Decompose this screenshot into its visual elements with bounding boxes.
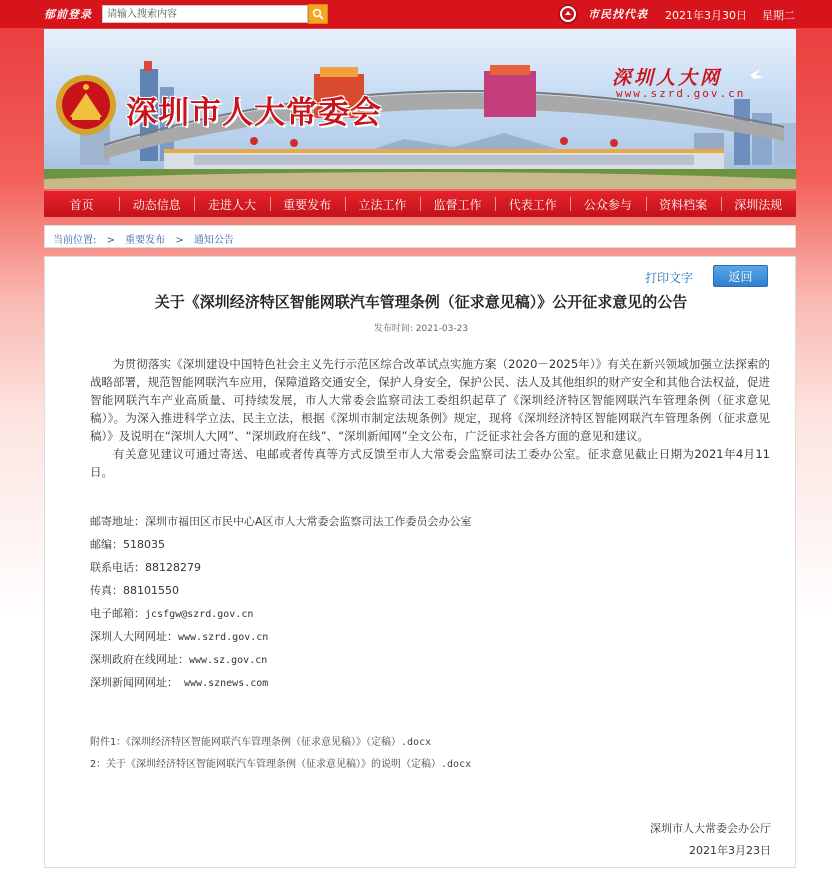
nav-item-supervision[interactable]: 监督工作 [420, 191, 495, 217]
current-weekday: 星期二 [762, 9, 795, 22]
back-button[interactable]: 返回 [713, 265, 768, 287]
print-link[interactable]: 打印文字 [645, 271, 694, 285]
contact-value: 深圳市福田区市民中心A区市人大常委会监察司法工作委员会办公室 [145, 515, 472, 528]
contact-email-link[interactable]: jcsfgw@szrd.gov.cn [145, 609, 254, 620]
article-paragraph: 有关意见建议可通过寄送、电邮或者传真等方式反馈至市人大常委会监察司法工委办公室。征求意见截止日期为2021年4月11日。 [90, 447, 770, 479]
current-date: 2021年3月30日 [665, 9, 747, 22]
search-button[interactable] [308, 4, 328, 24]
nav-item-public[interactable]: 公众参与 [570, 191, 645, 217]
site-banner [44, 29, 796, 189]
attachment-link-1[interactable]: 附件1：《深圳经济特区智能网联汽车管理条例（征求意见稿）》（定稿）.docx [90, 737, 432, 748]
nav-item-legislation[interactable]: 立法工作 [345, 191, 420, 217]
nav-item-releases[interactable]: 重要发布 [270, 191, 345, 217]
banner-url: www.szrd.gov.cn [616, 87, 746, 100]
contact-postcode [90, 536, 165, 552]
home-login-link[interactable]: 郁前登录 [44, 8, 92, 21]
szrd-url-link[interactable]: www.szrd.gov.cn [178, 632, 269, 643]
sz-gov-url-link[interactable]: www.sz.gov.cn [189, 655, 268, 666]
contact-szrd-url [90, 628, 268, 644]
emblem-icon [558, 4, 578, 24]
contact-label: 深圳政府在线网址： [90, 653, 189, 666]
article-panel [44, 256, 796, 868]
breadcrumb-separator: > [175, 235, 184, 246]
nav-item-about[interactable]: 走进人大 [194, 191, 269, 217]
breadcrumb-prefix: 当前位置: [53, 235, 97, 246]
contact-fax [90, 582, 179, 598]
signature-date: 2021年3月23日 [689, 844, 771, 857]
nav-item-news[interactable]: 动态信息 [119, 191, 194, 217]
nav-item-home[interactable]: 首页 [69, 197, 94, 212]
nav-item-archives[interactable]: 资料档案 [646, 191, 721, 217]
article-paragraph: 为贯彻落实《深圳建设中国特色社会主义先行示范区综合改革试点实施方案（2020－2025年）》有关在新兴领域加强立法探索的战略部署，规范智能网联汽车应用，保障道路交通安全，保护人身安全，保护公民、法人及其他组织的财产安全和其他合法权益，促进智能网联汽车产业高质量、可持续发展，市人大常委会监察司法工委组织起草了《深圳经济特区智能网联汽车管理条例（征求意见稿）》。为深入推进科学立法、民主立法，根据《深圳市制定法规条例》规定，现将《深圳经济特区智能网联汽车管理条例（征求意见稿）》及说明在“深圳人大网”、“深圳政府在线”、“深圳新闻网”全文公布，广泛征求社会各方面的意见和建议。 [90, 357, 770, 443]
breadcrumb-item-releases[interactable]: 重要发布 [125, 235, 166, 246]
article-body [90, 355, 770, 481]
contact-label: 电子邮箱： [90, 607, 145, 620]
contact-label: 深圳人大网网址： [90, 630, 178, 643]
breadcrumb [44, 225, 796, 248]
contact-label: 深圳新闻网网址： [90, 676, 178, 689]
breadcrumb-item-notices[interactable]: 通知公告 [193, 235, 234, 246]
contact-sz-gov-url [90, 651, 267, 667]
banner-title: 深圳市人大常委会 [126, 95, 382, 131]
contact-value: 88128279 [145, 561, 201, 574]
search-input[interactable] [102, 5, 308, 23]
sznews-url-link[interactable]: www.sznews.com [178, 678, 269, 689]
publish-date: 发布时间: 2021-03-23 [373, 324, 469, 334]
contact-email [90, 605, 253, 621]
top-bar [0, 0, 832, 28]
contact-value: 518035 [123, 538, 165, 551]
find-representative-link[interactable]: 市民找代表 [588, 8, 648, 21]
contact-value: 88101550 [123, 584, 179, 597]
contact-address [90, 513, 472, 529]
contact-phone [90, 559, 201, 575]
breadcrumb-separator: > [106, 235, 115, 246]
signature: 深圳市人大常委会办公厅 [650, 822, 771, 835]
contact-sznews-url [90, 674, 268, 690]
contact-label: 联系电话： [90, 561, 145, 574]
contact-label: 邮编： [90, 538, 123, 551]
nav-item-representatives[interactable]: 代表工作 [495, 191, 570, 217]
banner-subtitle: 深圳人大网 [612, 67, 723, 89]
contact-label: 传真： [90, 584, 123, 597]
contact-label: 邮寄地址： [90, 515, 145, 528]
article-title: 关于《深圳经济特区智能网联汽车管理条例（征求意见稿）》公开征求意见的公告 [154, 293, 688, 311]
main-nav [44, 190, 796, 217]
search-icon [312, 8, 324, 20]
attachment-link-2[interactable]: 2：关于《深圳经济特区智能网联汽车管理条例（征求意见稿）》的说明（定稿）.docx [90, 759, 472, 770]
nav-item-regulations[interactable]: 深圳法规 [721, 191, 796, 217]
